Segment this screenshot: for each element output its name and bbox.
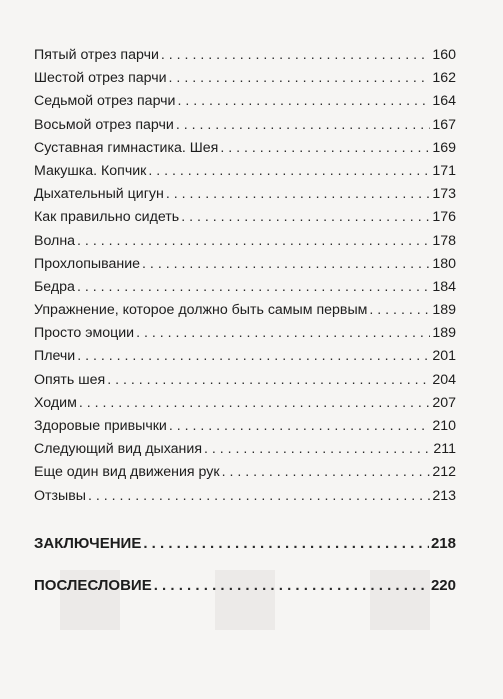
dot-leader	[369, 299, 430, 322]
toc-entry-row	[34, 67, 456, 90]
toc-entry-page: 213	[432, 487, 456, 504]
dot-leader	[161, 44, 430, 67]
toc-entry-title: Бедра	[34, 278, 75, 295]
dot-leader	[169, 67, 431, 90]
toc-entry-title: Здоровые привычки	[34, 418, 167, 434]
toc-entry-page: 178	[432, 232, 456, 249]
toc-entry-title: Дыхательный цигун	[34, 186, 164, 203]
toc-section-row	[34, 572, 456, 599]
toc-entry-row	[34, 253, 456, 276]
toc-entry-title: Восьмой отрез парчи	[34, 116, 174, 133]
toc-entry-row	[34, 276, 456, 299]
dot-leader	[176, 114, 431, 137]
toc-section-page: 220	[430, 576, 456, 594]
toc-entry-row	[34, 369, 456, 392]
toc-entry-title: Волна	[34, 232, 76, 249]
dot-leader	[169, 415, 430, 438]
toc-entry-page: 169	[432, 139, 456, 156]
toc-entry-title: Макушка. Копчик	[34, 162, 147, 179]
toc-entry-title: Суставная гимнастика. Шея	[34, 139, 219, 156]
toc-entry-row	[34, 160, 456, 183]
toc-entry-page: 171	[432, 162, 456, 179]
toc-entry-title: Просто эмоции	[34, 325, 135, 342]
toc-entry-row	[34, 44, 456, 67]
toc-entry-row	[34, 485, 456, 508]
toc-entry-page: 164	[432, 93, 456, 110]
toc-entry-title: Ходим	[34, 394, 77, 411]
toc-entry-title: Еще один вид движения рук	[34, 464, 220, 481]
toc-entry-page: 207	[432, 394, 456, 411]
toc-entry-row	[34, 322, 456, 345]
toc-entry-title: Как правильно сидеть	[34, 209, 180, 226]
toc-section-title: ПОСЛЕСЛОВИЕ	[34, 576, 152, 594]
toc-entry-page: 176	[432, 209, 456, 226]
toc-entry-row	[34, 392, 456, 415]
toc-entry-page: 211	[433, 441, 456, 458]
toc-entry-row	[34, 415, 456, 438]
toc-entry-page: 189	[432, 302, 456, 319]
toc-entry-title: Плечи	[34, 348, 76, 365]
toc-entry-title: Прохлопывание	[34, 255, 141, 272]
dot-leader	[136, 322, 430, 345]
toc-entry-row	[34, 461, 456, 484]
toc-entry-title: Пятый отрез парчи	[34, 47, 159, 63]
toc-entry-title: Следующий вид дыхания	[34, 441, 203, 458]
dot-leader	[177, 90, 430, 113]
toc-entry-row	[34, 438, 456, 461]
dot-leader	[107, 369, 430, 392]
toc-entry-row	[34, 137, 456, 160]
toc-entry-title: Шестой отрез парчи	[34, 70, 167, 87]
toc-entry-row	[34, 114, 456, 137]
dot-leader	[222, 461, 431, 484]
toc-entry-row	[34, 345, 456, 368]
dot-leader	[166, 183, 431, 206]
dot-leader	[79, 392, 430, 415]
toc-entry-page: 212	[432, 464, 456, 481]
toc-entry-row	[34, 206, 456, 229]
toc-section-title: ЗАКЛЮЧЕНИЕ	[34, 534, 142, 552]
toc-entry-page: 167	[432, 116, 456, 133]
toc-entry-title: Отзывы	[34, 487, 86, 504]
dot-leader	[181, 206, 430, 229]
toc-section-page: 218	[430, 534, 456, 552]
dot-leader	[148, 160, 430, 183]
toc-entry-page: 184	[432, 278, 456, 295]
toc-section-row	[34, 530, 456, 557]
toc-entry-page: 204	[432, 371, 456, 388]
toc-entry-page: 160	[432, 47, 456, 63]
toc-entry-page: 210	[432, 418, 456, 434]
dot-leader	[88, 485, 430, 508]
toc-entry-row	[34, 299, 456, 322]
dot-leader	[204, 438, 431, 461]
table-of-contents	[34, 44, 456, 599]
toc-entry-page: 162	[432, 70, 456, 87]
dot-leader	[220, 137, 430, 160]
toc-entry-row	[34, 90, 456, 113]
dot-leader	[77, 345, 430, 368]
toc-entry-page: 180	[432, 255, 456, 272]
toc-entry-title: Седьмой отрез парчи	[34, 93, 176, 110]
dot-leader	[77, 276, 430, 299]
dot-leader	[142, 253, 430, 276]
toc-entry-title: Упражнение, которое должно быть самым первым	[34, 302, 368, 319]
dot-leader	[143, 530, 429, 557]
toc-entry-title: Опять шея	[34, 371, 106, 388]
dot-leader	[77, 230, 430, 253]
toc-entry-page: 189	[432, 325, 456, 342]
toc-entry-row	[34, 230, 456, 253]
toc-entry-row	[34, 183, 456, 206]
toc-entry-page: 173	[432, 186, 456, 203]
toc-entry-page: 201	[432, 348, 456, 365]
dot-leader	[154, 572, 429, 599]
